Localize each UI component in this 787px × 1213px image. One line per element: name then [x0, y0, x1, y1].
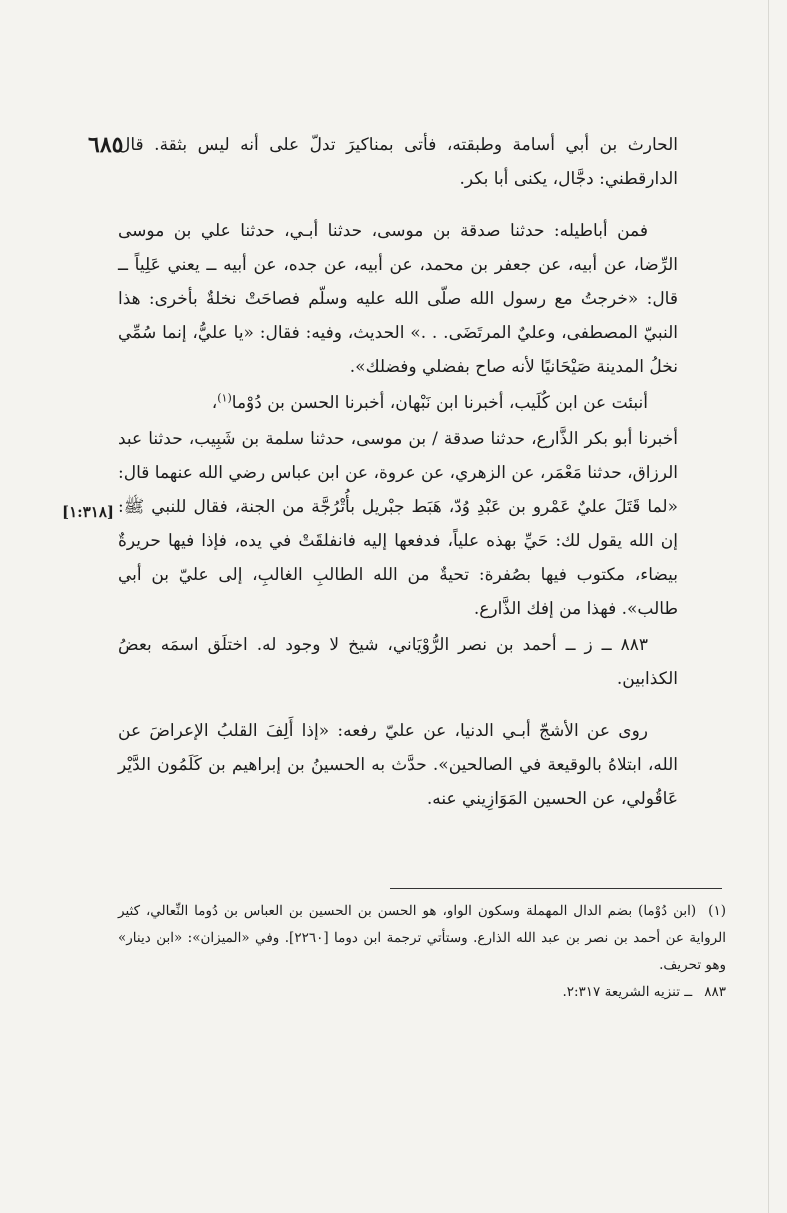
paragraph-3-text: أنبئت عن ابن كُلَيب، أخبرنا ابن نَبْهان، أخبرنا الحسن بن دُوْما	[231, 393, 648, 413]
page-edge-line	[768, 0, 769, 1213]
footnote-2	[118, 979, 726, 1006]
main-text-block	[118, 128, 678, 818]
paragraph-3: أنبئت عن ابن كُلَيب، أخبرنا ابن نَبْهان، أخبرنا الحسن بن دُوْما$^{(١)}$،	[211, 391, 648, 413]
paragraph-2: فمن أباطيله: حدثنا صدقة بن موسى، حدثنا أبـي، حدثنا علي بن موسى الرِّضا، عن أبيه، عن جعفر بن محمد، عن أبيه، عن جده، عن أبيه ــ يعني عَلِياً ــ قال: «خرجتُ مع رسول الله صلّى الله عليه وسلّم فصاحَتْ نخلةٌ بأخرى: هذا النبيّ المصطفى، وعليٌ المرتَضَى. . .» الحديث، وفيه: فقال: «يا عليُّ، إنما سُمِّي نخلُ المدينة صَيْحَانيًا لأنه صاح بفضلي وفضلك».	[118, 221, 678, 377]
footnote-1	[118, 898, 726, 979]
paragraph-4: أخبرنا أبو بكر الذَّارع، حدثنا صدقة / بن موسى، حدثنا سلمة بن شَبِيب، حدثنا عبد الرزاق، حدثنا مَعْمَر، عن الزهري، عن عروة، عن ابن عباس رضي الله عنهما قال: «لما قَتَلَ عليٌ عَمْرو بن عَبْدِ وُدّ، هَبَط جبْريل بأُتْرُجَّة من الجنة، فقال للنبي ﷺ: إن الله يقول لك: حَيِّ بهذه علياً، فدفعها إليه فانفلقَتْ في يده، فإذا فيها حريرةٌ بيضاء، مكتوب فيها بصُفرة: تحيةٌ من الله الطالبِ الغالبِ، إلى عليّ بن أبي طالب». فهذا من إفك الذَّارع.	[118, 429, 678, 619]
paragraph-6: روى عن الأشجّ أبـي الدنيا، عن عليّ رفعه: «إذا أَلِفَ القلبُ الإعراضَ عن الله، ابتلاهُ بالوقيعة في الصالحين». حدَّث به الحسينُ بن إبراهيم بن كَلَمُون الدَّيْر عَاقُولي، عن الحسين المَوَازِيني عنه.	[118, 721, 678, 809]
footnote-1-text: (ابن دُوْما) بضم الدال المهملة وسكون الواو، هو الحسن بن الحسين بن العباس بن دُوما النِّعالي، كثير الرواية عن أحمد بن نصر بن عبد الله الذارع. وستأتي ترجمة ابن دوما [٢٢٦٠]. وفي «الميزان»: «ابن دينار» وهو تحريف.	[118, 903, 726, 973]
footnote-1-number: (١)	[708, 903, 726, 919]
footnote-2-number: ٨٨٣	[704, 984, 726, 1000]
paragraph-1: الحارث بن أبي أسامة وطبقته، فأتى بمناكيرَ تدلّ على أنه ليس بثقة. قال الدارقطني: دجَّال، يكنى أبا بكر.	[118, 135, 678, 189]
page-number: ٦٨٥	[88, 132, 124, 158]
entry-883-heading: ٨٨٣ ــ ز ــ أحمد بن نصر الرُّوْيَاني، شيخ لا وجود له. اختلَق اسمَه بعضُ الكذابين.	[118, 635, 678, 689]
footnote-2-text: ــ تنزيه الشريعة ٢:٣١٧.	[562, 984, 693, 1000]
footnote-reference[interactable]: (١)	[217, 391, 232, 405]
footnotes-block	[118, 898, 726, 1006]
footnote-divider	[390, 888, 722, 889]
margin-volume-reference: [١:٣١٨]	[62, 503, 114, 521]
